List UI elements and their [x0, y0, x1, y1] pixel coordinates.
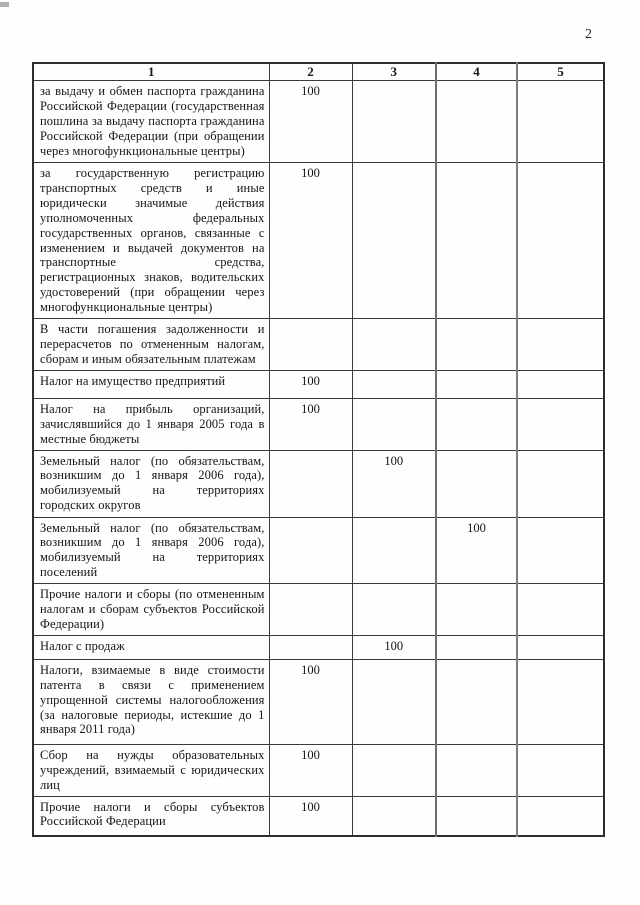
value-cell	[269, 517, 352, 584]
value-cell	[352, 370, 436, 398]
row-label: Сбор на нужды образовательных учреждений, взимаемый с юридических лиц	[33, 744, 269, 796]
value-cell	[436, 796, 517, 836]
value-cell	[269, 319, 352, 371]
table-header-row	[33, 63, 604, 81]
value-cell: 100	[436, 517, 517, 584]
table-row	[33, 163, 604, 319]
table-row	[33, 744, 604, 796]
value-cell	[517, 398, 604, 450]
column-header-3: 3	[352, 63, 436, 81]
value-cell	[352, 584, 436, 636]
value-cell	[436, 398, 517, 450]
value-cell	[436, 635, 517, 659]
value-cell	[352, 398, 436, 450]
value-cell: 100	[269, 796, 352, 836]
value-cell: 100	[352, 635, 436, 659]
value-cell	[517, 319, 604, 371]
value-cell: 100	[352, 450, 436, 517]
table-row	[33, 81, 604, 163]
table-row	[33, 517, 604, 584]
value-cell	[436, 319, 517, 371]
value-cell	[517, 584, 604, 636]
value-cell	[352, 319, 436, 371]
table-row	[33, 796, 604, 836]
row-label: Земельный налог (по обязательствам, возникшим до 1 января 2006 года), мобилизуемый на территориях городских округов	[33, 450, 269, 517]
value-cell	[517, 517, 604, 584]
table-row	[33, 584, 604, 636]
value-cell	[352, 744, 436, 796]
column-header-4: 4	[436, 63, 517, 81]
value-cell	[517, 81, 604, 163]
value-cell	[436, 659, 517, 744]
row-label: Налоги, взимаемые в виде стоимости патента в связи с применением упрощенной системы налогообложения (за налоговые периоды, истекшие до 1 января 2011 года)	[33, 659, 269, 744]
value-cell: 100	[269, 659, 352, 744]
table-row	[33, 370, 604, 398]
row-label: Прочие налоги и сборы (по отмененным налогам и сборам субъектов Российской Федерации)	[33, 584, 269, 636]
value-cell: 100	[269, 398, 352, 450]
table-row	[33, 398, 604, 450]
value-cell: 100	[269, 163, 352, 319]
row-label: за выдачу и обмен паспорта гражданина Российской Федерации (государственная пошлина за выдачу паспорта гражданина Российской Федерации (при обращении через многофункциональные центры)	[33, 81, 269, 163]
column-header-2: 2	[269, 63, 352, 81]
column-header-5: 5	[517, 63, 604, 81]
row-label: В части погашения задолженности и перерасчетов по отмененным налогам, сборам и иным обязательным платежам	[33, 319, 269, 371]
scan-artifact	[0, 2, 9, 7]
value-cell	[269, 635, 352, 659]
row-label: Налог на имущество предприятий	[33, 370, 269, 398]
value-cell	[352, 517, 436, 584]
value-cell	[517, 796, 604, 836]
value-cell	[436, 584, 517, 636]
table-row	[33, 319, 604, 371]
table-row	[33, 659, 604, 744]
budget-norms-table	[32, 62, 605, 837]
row-label: Земельный налог (по обязательствам, возникшим до 1 января 2006 года), мобилизуемый на территориях поселений	[33, 517, 269, 584]
value-cell	[436, 744, 517, 796]
page-number: 2	[585, 27, 592, 42]
table-row	[33, 635, 604, 659]
value-cell	[436, 370, 517, 398]
value-cell	[352, 163, 436, 319]
value-cell: 100	[269, 81, 352, 163]
value-cell	[436, 81, 517, 163]
column-header-1: 1	[33, 63, 269, 81]
value-cell	[436, 450, 517, 517]
table-row	[33, 450, 604, 517]
row-label: Прочие налоги и сборы субъектов Российской Федерации	[33, 796, 269, 836]
value-cell	[517, 659, 604, 744]
value-cell	[352, 659, 436, 744]
value-cell: 100	[269, 744, 352, 796]
value-cell	[436, 163, 517, 319]
value-cell	[269, 584, 352, 636]
row-label: Налог с продаж	[33, 635, 269, 659]
value-cell	[517, 163, 604, 319]
value-cell	[352, 796, 436, 836]
value-cell	[517, 744, 604, 796]
value-cell	[517, 635, 604, 659]
value-cell: 100	[269, 370, 352, 398]
value-cell	[517, 450, 604, 517]
row-label: за государственную регистрацию транспортных средств и иные юридически значимые действия уполномоченных федеральных государственных органов, связанные с изменением и выдачей документов на транспортные средства, регистрационных знаков, водительских удостоверений (при обращении через многофункциональные центры)	[33, 163, 269, 319]
value-cell	[352, 81, 436, 163]
row-label: Налог на прибыль организаций, зачислявшийся до 1 января 2005 года в местные бюджеты	[33, 398, 269, 450]
value-cell	[517, 370, 604, 398]
value-cell	[269, 450, 352, 517]
